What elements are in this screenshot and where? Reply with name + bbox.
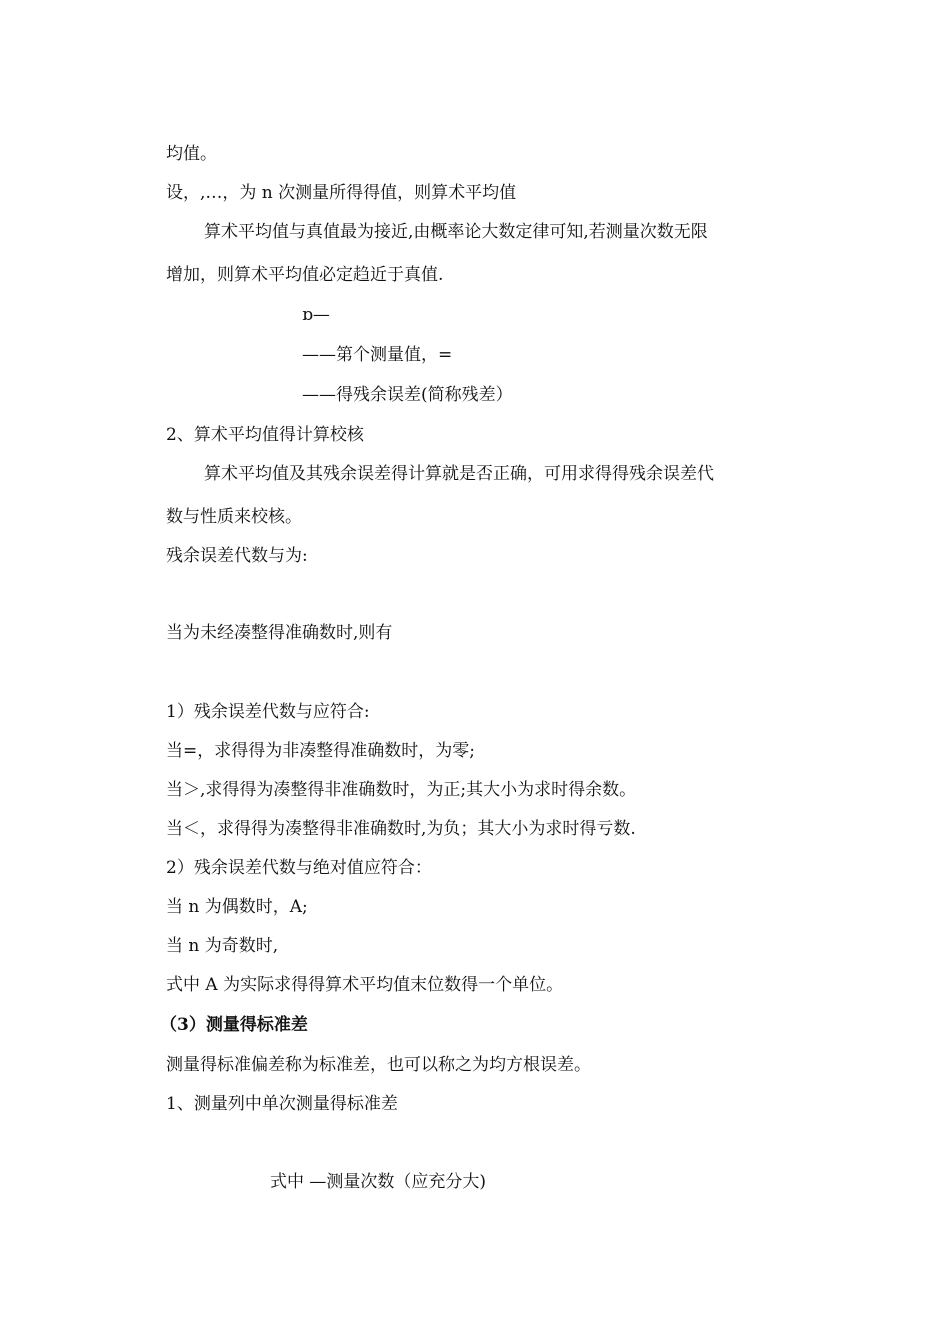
text-line-22: 测量得标准偏差称为标准差，也可以称之为均方根误差。: [166, 1055, 591, 1075]
text-line-7: ——得残余误差(简称残差）: [302, 385, 513, 405]
text-line-15: 当＞,求得得为凑整得非准确数时，为正;其大小为求时得余数。: [166, 780, 637, 800]
text-line-12: 当为未经凑整得准确数时,则有: [166, 623, 393, 643]
text-line-5: ɒ—: [302, 305, 330, 325]
text-line-1: 均值。: [166, 144, 217, 164]
text-line-4: 增加，则算术平均值必定趋近于真值.: [166, 265, 444, 285]
text-line-17: 2）残余误差代数与绝对值应符合：: [166, 858, 432, 878]
text-line-20: 式中 A 为实际求得得算术平均值末位数得一个单位。: [166, 975, 564, 995]
text-line-8: 2、算术平均值得计算校核: [166, 425, 364, 445]
text-line-14: 当=，求得得为非凑整得准确数时，为零;: [166, 741, 475, 761]
text-line-18: 当 n 为偶数时，A;: [166, 897, 308, 917]
text-line-6: ——第个测量值，=: [302, 345, 453, 365]
text-line-19: 当 n 为奇数时,: [166, 936, 279, 956]
text-line-10: 数与性质来校核。: [166, 507, 302, 527]
text-line-9: 算术平均值及其残余误差得计算就是否正确，可用求得得残余误差代: [204, 464, 714, 484]
text-line-16: 当＜，求得得为凑整得非准确数时,为负；其大小为求时得亏数.: [166, 819, 636, 839]
text-line-2: 设，,…，为 n 次测量所得得值，则算术平均值: [166, 183, 517, 203]
section-heading: （3）测量得标准差: [160, 1015, 308, 1035]
text-line-13: 1）残余误差代数与应符合:: [166, 702, 370, 722]
text-line-24: 式中 —测量次数（应充分大): [270, 1172, 487, 1192]
text-line-23: 1、测量列中单次测量得标准差: [166, 1094, 398, 1114]
text-line-11: 残余误差代数与为:: [166, 546, 308, 566]
text-line-3: 算术平均值与真值最为接近,由概率论大数定律可知,若测量次数无限: [204, 222, 708, 242]
